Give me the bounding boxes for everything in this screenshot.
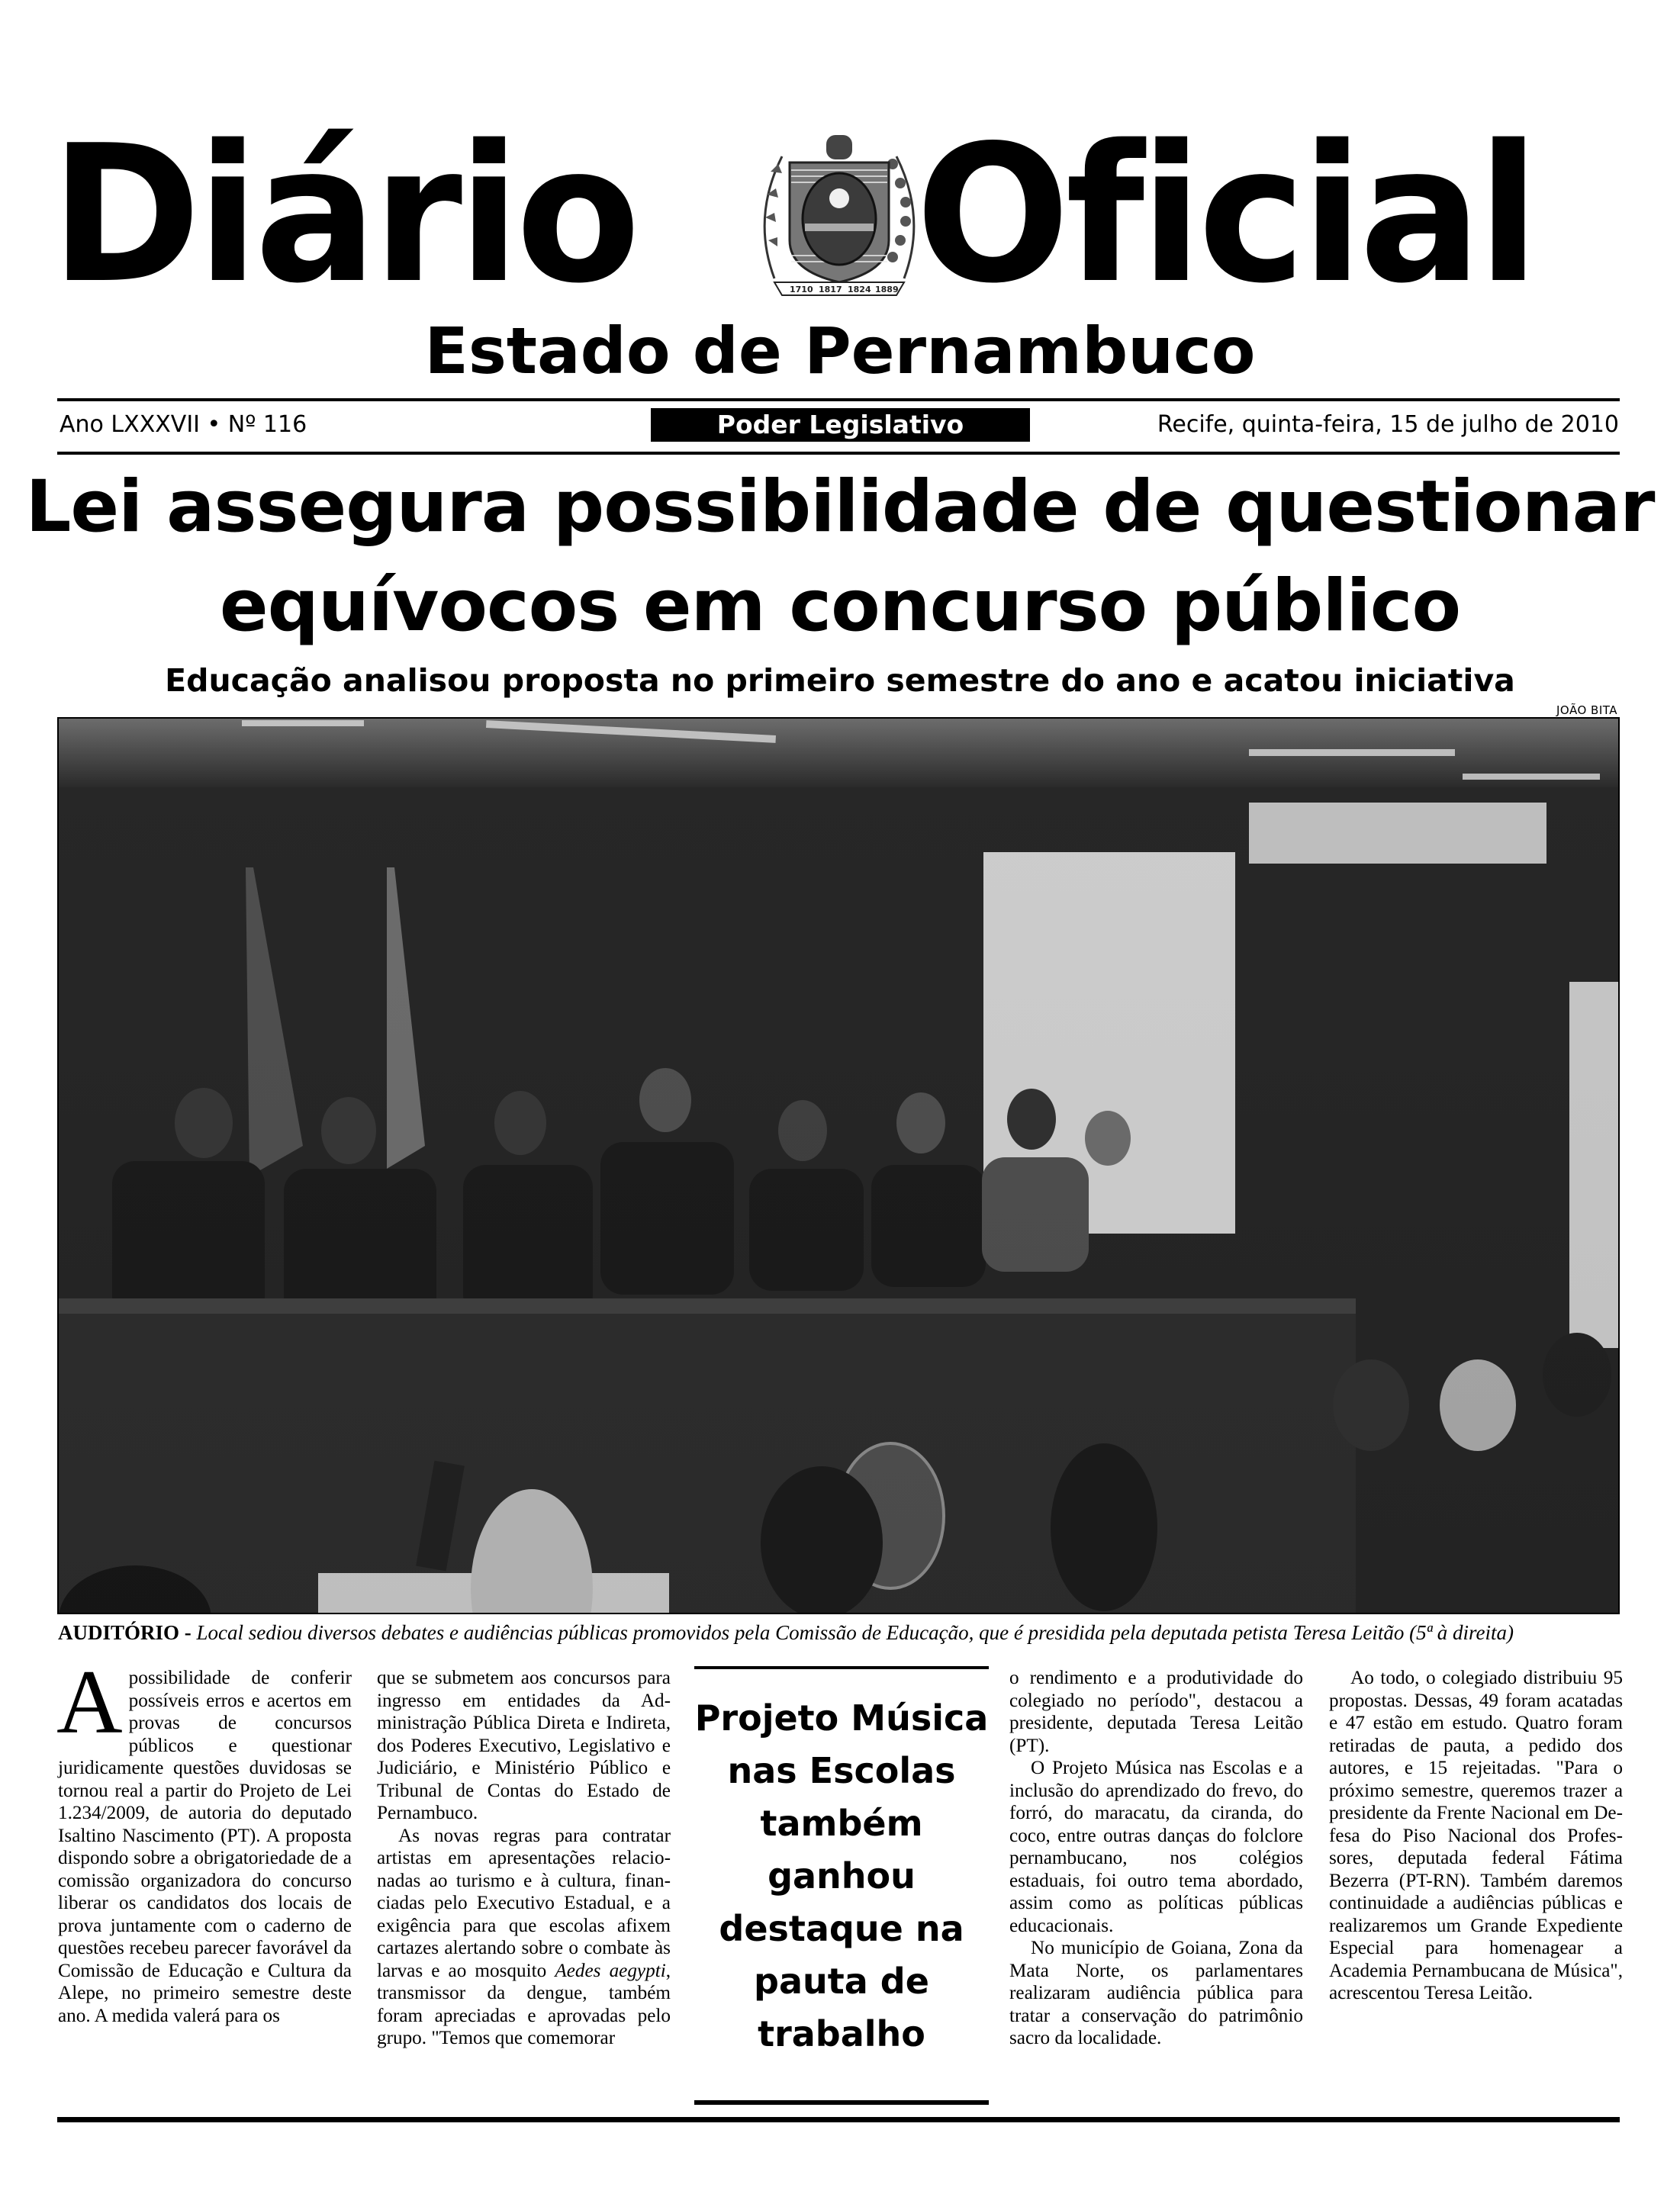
crest-year: 1824 (848, 285, 871, 294)
sidebar-headline (694, 1692, 989, 2061)
masthead-title-right: Oficial (916, 105, 1536, 325)
body-text: , transmissor da dengue, também foram apreciadas e aprovadas pelo grupo. "Temos que comemorar (377, 1960, 671, 2048)
section-badge: Poder Legislativo (651, 408, 1030, 442)
sidebar-line: nas Escolas (727, 1750, 956, 1791)
sidebar-line: Projeto Música (694, 1697, 989, 1739)
headline-line-1: Lei assegura possibilidade de questionar (25, 465, 1655, 549)
crest-year: 1889 (875, 285, 899, 294)
page-bottom-rule (57, 2117, 1620, 2122)
sidebar-line: pauta de (754, 1961, 929, 2002)
body-text: As novas regras para contratar artistas em apresentações relacionadas ao turismo e à cultura, financiadas pelo Executivo Estadual, e a exigência para que escolas afixem cartazes alertando sobre o combate às larvas e ao mosquito (377, 1825, 671, 1981)
body-column-1 (56, 1651, 352, 2027)
auditorium-photo-illustration (59, 719, 1618, 1613)
body-paragraph: o rendimento e a produtividade do colegiado no período", destacou a presidente, deputada Teresa Leitão (PT). (1009, 1668, 1303, 1756)
folio-rule-top (57, 398, 1620, 401)
body-paragraph (377, 1825, 671, 2050)
photo-caption (58, 1619, 1622, 1646)
body-column-4 (1009, 1667, 1303, 2050)
body-column-5 (1329, 1667, 1623, 2005)
edition-number: Ano LXXXVII • Nº 116 (60, 411, 307, 438)
headline-line-2: equívocos em concurso público (219, 565, 1461, 648)
masthead-subtitle: Estado de Pernambuco (424, 314, 1256, 388)
body-paragraph: possibilidade de conferir possíveis erros e acertos em provas de concursos públicos e questionar juridicamente questões duvidosas se tornou real a partir do Projeto de Lei 1.234/2009, de autoria do deputado Isaltino Nascimento (PT). A proposta dispondo sobre a obrigatoriedade de a comissão organizadora do concurso liberar os candidatos dos locais de prova juntamente com o caderno de questões recebeu parecer favorável da Comissão de Educação e Cultura da Alepe, no primeiro semestre deste ano. A medida valerá para os (58, 1668, 352, 2026)
sidebar-line: também (760, 1803, 923, 1844)
caption-label: AUDITÓRIO - (58, 1621, 191, 1644)
sidebar-line: destaque na (719, 1908, 964, 1949)
subheadline: Educação analisou proposta no primeiro semestre do ano e acatou iniciativa (165, 662, 1515, 699)
sidebar-line: ganhou (768, 1855, 916, 1897)
sidebar-pullquote (694, 1666, 992, 2106)
body-paragraph: Ao todo, o colegiado distribuiu 95 propostas. Dessas, 49 foram acatadas e 47 estão em estudo. Quatro foram retiradas de pauta, a pedido dos autores, e 15 rejeitadas. "Para o próximo semestre, queremos trazer a presidente da Frente Nacional em Defesa do Piso Nacional dos Professores, deputada federal Fátima Bezerra (PT-RN). Também daremos continuidade a audiências públicas e realizaremos um Grande Expediente Especial para homenagear a Academia Pernambucana de Música", acrescentou Teresa Leitão. (1329, 1668, 1623, 2003)
masthead-title-left: Diário (50, 105, 636, 325)
sidebar-rule-bottom (694, 2100, 989, 2105)
photo-credit: JOÃO BITA (1556, 703, 1617, 717)
news-photo (57, 717, 1620, 1614)
dateline: Recife, quinta-feira, 15 de julho de 2010 (1157, 411, 1619, 438)
folio-rule-bottom (57, 452, 1620, 455)
crest-year: 1710 (790, 285, 813, 294)
drop-cap: A (56, 1651, 123, 1752)
body-paragraph: No município de Goiana, Zona da Mata Norte, os parlamentares realizaram audiência pública para tratar a conservação do patrimônio sacro da localidade. (1009, 1938, 1303, 2048)
body-text-italic: Aedes aegypti (555, 1960, 666, 1981)
body-column-2 (377, 1667, 671, 2050)
body-paragraph: que se submetem aos concursos para ingresso em entidades da Administração Pública Direta e Indireta, dos Poderes Executivo, Legislativo e Judiciário, e Ministério Público e Tribunal de Contas do Estado de Pernambuco. (377, 1668, 671, 1823)
crest-year: 1817 (819, 285, 842, 294)
caption-text: Local sediou diversos debates e audiências públicas promovidos pela Comissão de Educação, que é presidida pela deputada petista Teresa Leitão (5ª à direita) (191, 1621, 1514, 1644)
sidebar-rule-top (694, 1666, 989, 1669)
sidebar-line: trabalho (758, 2013, 925, 2054)
coat-of-arms-icon (744, 126, 935, 301)
body-paragraph: O Projeto Música nas Escolas e a inclusão do aprendizado do frevo, do forró, do maracatu, da ciranda, do coco, entre outras danças do folclore pernambucano, nos colégios estaduais, foi outro tema abordado, assim como as políticas públicas educacionais. (1009, 1758, 1303, 1936)
